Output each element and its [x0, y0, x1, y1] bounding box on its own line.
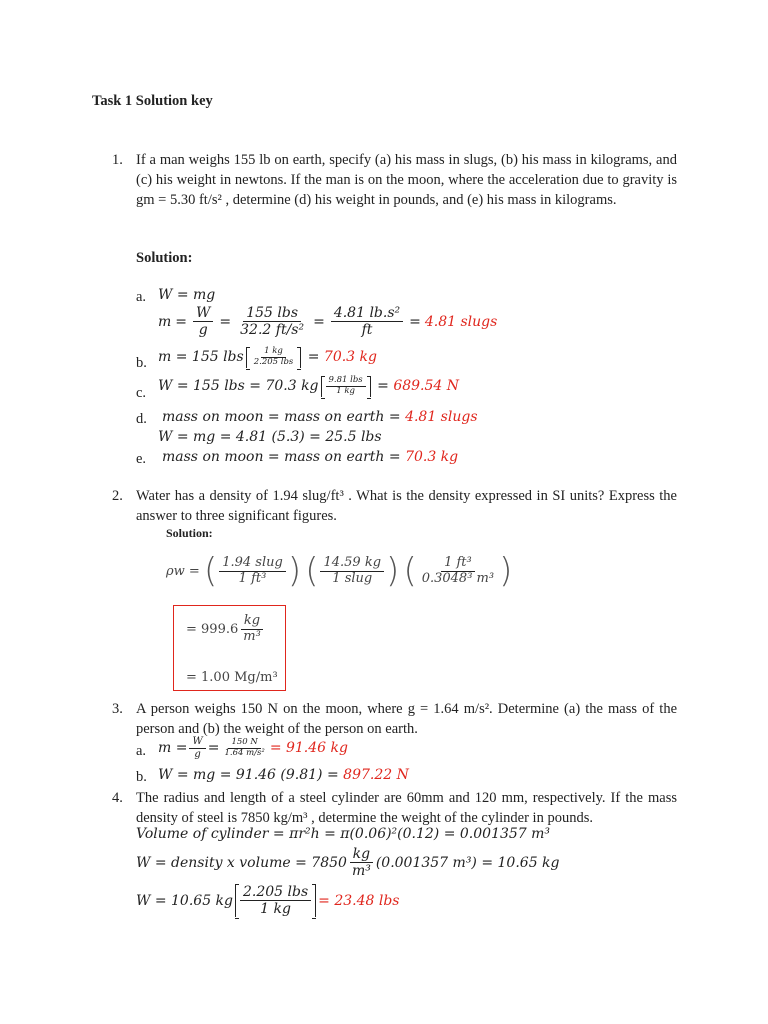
eq-4-pre: W = density x volume = 7850 — [136, 854, 347, 871]
eq-m: m — [158, 313, 172, 330]
frac-1ft3-b: 1 ft³ — [441, 556, 475, 572]
frac-1-64: 1.64 m/s² — [224, 747, 265, 758]
answer-1a: 4.81 slugs — [424, 313, 498, 330]
problem-2-result-1 — [186, 614, 266, 645]
eq-1b-lhs: m = 155 lbs — [158, 349, 244, 366]
frac-155lbs: 155 lbs — [243, 305, 301, 322]
problem-3a-label: a. — [136, 743, 147, 759]
answer-1c: 689.54 N — [393, 378, 459, 395]
frac-1kg: 1 kg — [261, 347, 286, 358]
frac-m3: m³ — [243, 628, 261, 644]
problem-1d-eq2: W = mg = 4.81 (5.3) = 25.5 lbs — [158, 429, 382, 445]
frac-g: g — [198, 322, 208, 339]
problem-1a-eq1: W = mg — [158, 287, 216, 303]
problem-1-number: 1. — [112, 152, 123, 168]
rho-symbol: ρw = — [166, 563, 200, 579]
frac-w: W — [193, 305, 213, 322]
problem-1-solution-label: Solution: — [136, 250, 193, 266]
page-title: Task 1 Solution key — [92, 93, 213, 109]
frac-1-94slug: 1.94 slug — [219, 556, 286, 572]
frac-ft: ft — [361, 322, 373, 339]
frac-150n: 150 N — [228, 738, 260, 749]
eq-3a-m: m = — [158, 740, 188, 756]
answer-1b: 70.3 kg — [323, 349, 377, 366]
problem-1c-label: c. — [136, 385, 147, 401]
problem-3-text: A person weighs 150 N on the moon, where g = 1.64 m/s². Determine (a) the mass of the person and (b) the weight of the person on earth. — [136, 701, 677, 737]
frac-1ft3: 1 ft³ — [238, 570, 267, 586]
problem-1d-label: d. — [136, 411, 147, 427]
problem-4-number: 4. — [112, 790, 123, 806]
problem-4-pounds-eq — [136, 884, 400, 917]
problem-1a-label: a. — [136, 289, 147, 305]
answer-3b: 897.22 N — [343, 767, 409, 783]
problem-2-result-2: = 1.00 Mg/m³ — [186, 670, 278, 685]
problem-1b-label: b. — [136, 355, 147, 371]
result-999-6: = 999.6 — [186, 621, 239, 637]
problem-4-text: The radius and length of a steel cylinder are 60mm and 120 mm, respectively. If the mass density of steel is 7850 kg/m³ , determine the weight of the cylinder in pounds. — [136, 790, 677, 826]
problem-4-weight-eq — [136, 846, 560, 879]
frac-4-81: 4.81 lb.s² — [331, 305, 403, 322]
answer-1e: 70.3 kg — [405, 449, 459, 465]
eq-4b-pre: W = 10.65 kg — [136, 892, 233, 909]
frac-9-81lbs: 9.81 lbs — [326, 376, 366, 387]
problem-3-number: 3. — [112, 701, 123, 717]
frac-2-205lbs-b: 2.205 lbs — [240, 884, 311, 901]
problem-1-text: If a man weighs 155 lb on earth, specify (a) his mass in slugs, (b) his mass in kilograms, and (c) his weight in newtons. If the man is on the moon, where the acceleration due to gravity is gm = 5.30 ft/s² , determine (d) his weight in pounds, and (e) his mass in kilograms. — [136, 152, 677, 208]
eq-1e-lhs: mass on moon = mass on earth = — [162, 449, 401, 465]
problem-2-solution-label: Solution: — [166, 526, 213, 540]
frac-1kg-c: 1 kg — [336, 385, 355, 396]
frac-0-3048: 0.3048³ m³ — [421, 570, 495, 586]
answer-3a: = 91.46 kg — [269, 740, 348, 756]
frac-3a-g: g — [194, 748, 201, 760]
frac-2-205lbs: 2.205 lbs — [253, 356, 294, 367]
eq-1d-lhs: mass on moon = mass on earth = — [162, 409, 401, 425]
problem-1c-eq: W = 155 lbs = 70.3 kg $\frac{\text{9.81 lbs}}{1 kg}$ = 689.54 N — [158, 375, 459, 396]
problem-2-number: 2. — [112, 488, 123, 504]
problem-1a-eq2: m = $\frac{W}{g}$ = $\frac{\text{155 lbs}}{\text{32.2 ft/s²}}$ = $\frac{\text{4.81 lb.s²}}{ft}$ = 4.81 slugs — [158, 305, 498, 339]
problem-3b-label: b. — [136, 769, 147, 785]
frac-1kg-d: 1 kg — [260, 901, 291, 918]
problem-2-text: Water has a density of 1.94 slug/ft³ . What is the density expressed in SI units? Express the answer to three significant figures. — [136, 488, 677, 524]
problem-1b-eq: m = 155 lbs $\frac{1 kg}{\text{2.205 lbs}}$ = 70.3 kg — [158, 346, 377, 367]
problem-1e-eq — [162, 449, 458, 465]
problem-3a-eq: m = $\frac{W}{g}$ = $\frac{150 N}{\text{1.64 m/s²}}$ = 91.46 kg — [158, 736, 348, 760]
frac-4-kg: kg — [350, 846, 373, 863]
frac-4-m3: m³ — [351, 863, 371, 880]
answer-4: = 23.48 lbs — [318, 892, 400, 909]
problem-3b-eq — [158, 767, 409, 783]
eq-4-post: (0.001357 m³) = 10.65 kg — [375, 854, 560, 871]
problem-1d-eq — [162, 409, 478, 425]
frac-kg: kg — [241, 614, 263, 630]
problem-2-density-eq: ρw = ( $\frac{\text{1.94 slug}}{\text{1 ft³}}$ ) ( $\frac{14.59 kg}{\text{1 slug}}$ ) ( $\frac{\text{1 ft³}}{\text{0.3048³ m³}}$ ) — [166, 551, 513, 591]
eq-1c-lhs: W = 155 lbs = 70.3 kg — [158, 378, 319, 395]
problem-4-volume-eq: Volume of cylinder = πr²h = π(0.06)²(0.12) = 0.001357 m³ — [136, 826, 551, 842]
answer-1d: 4.81 slugs — [405, 409, 478, 425]
frac-1slug: 1 slug — [332, 570, 373, 586]
frac-14-59kg: 14.59 kg — [320, 556, 384, 572]
frac-3a-w: W — [189, 736, 205, 749]
problem-1e-label: e. — [136, 451, 147, 467]
frac-32-2: 32.2 ft/s² — [240, 322, 305, 339]
eq-3b-lhs: W = mg = 91.46 (9.81) = — [158, 767, 339, 783]
